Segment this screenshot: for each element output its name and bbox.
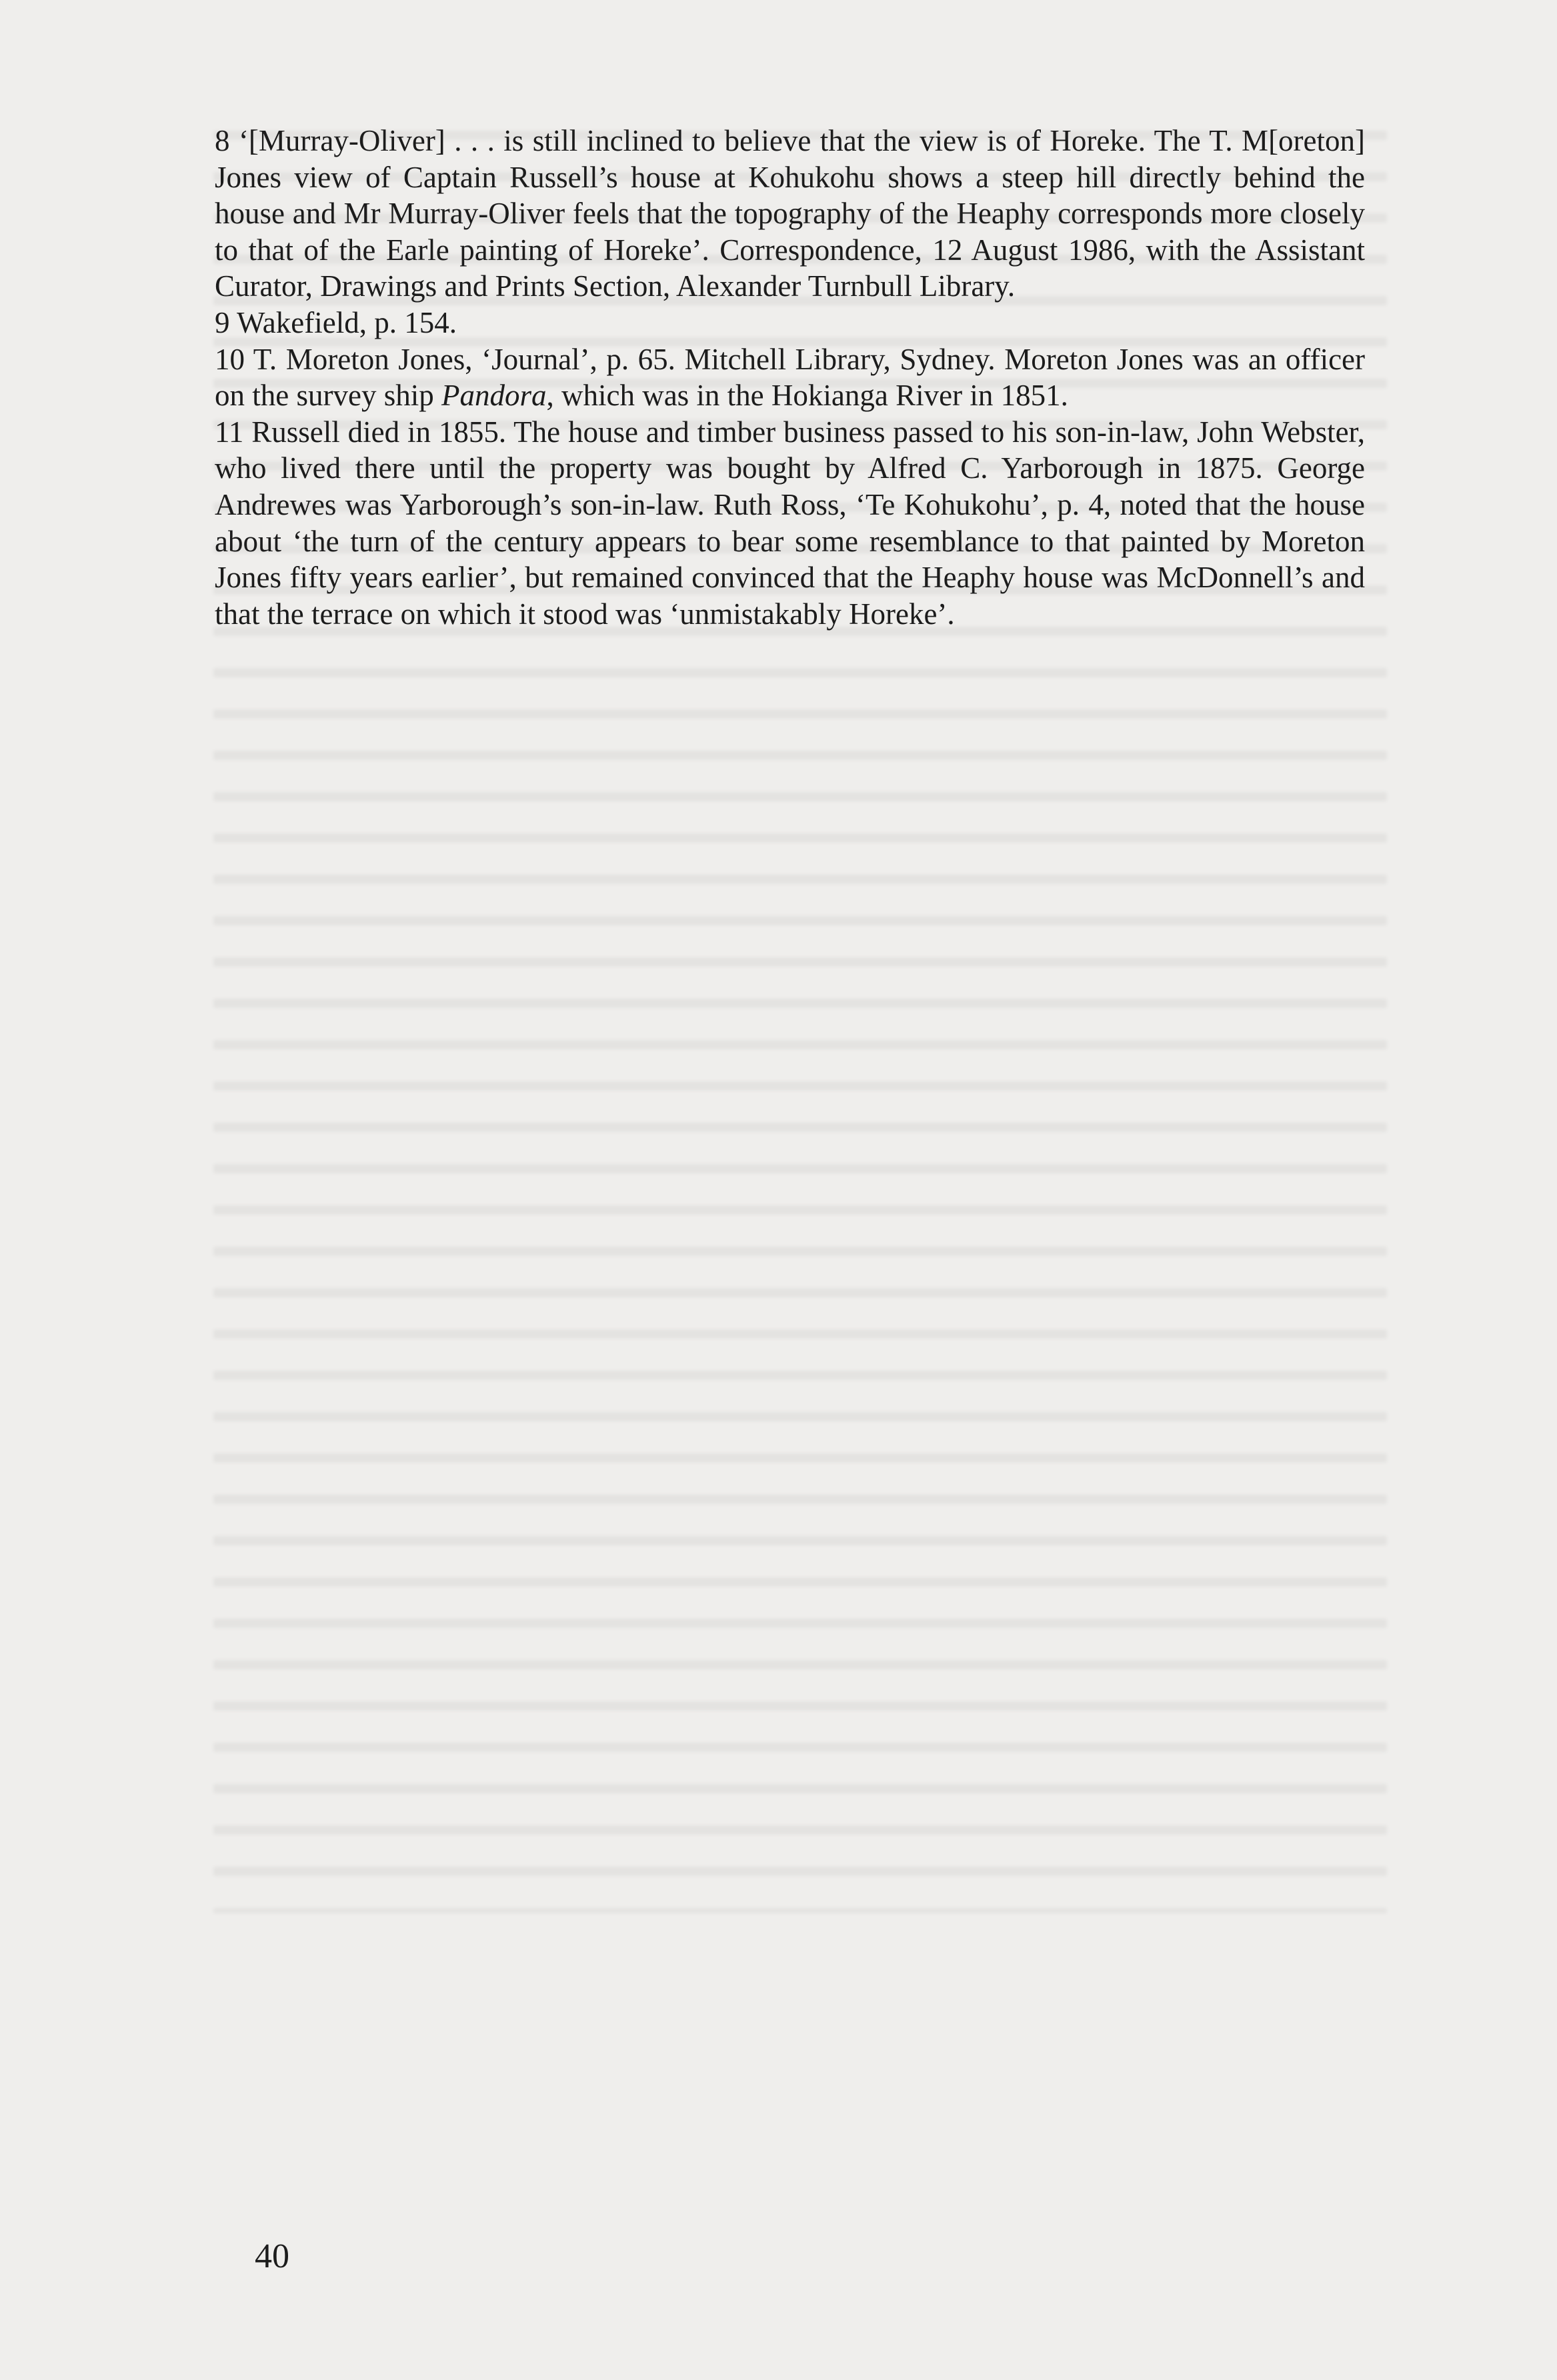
ship-name-italic: Pandora [441, 379, 547, 413]
endnote-8 [215, 123, 1365, 305]
endnote-text-part: Wakefield, p. 154. [236, 305, 457, 339]
endnote-number: 11 [215, 415, 244, 449]
endnote-text-part: , which was in the Hokianga River in 1851. [546, 379, 1068, 413]
endnote-number: 10 [215, 342, 245, 376]
endnote-number: 8 [215, 124, 230, 157]
endnote-text [215, 124, 1365, 303]
endnote-9 [215, 305, 1365, 341]
endnote-text [215, 343, 1365, 413]
endnote-text [215, 415, 1365, 631]
endnote-text [237, 306, 457, 339]
endnotes-list [215, 123, 1365, 632]
endnote-text-part: Russell died in 1855. The house and timber business passed to his son-in-law, John Webster, who lived there until the property was bought by Alfred C. Yarborough in 1875. George Andrewes was Yarborough’s son-in-law. Ruth Ross, ‘Te Kohukohu’, p. 4, noted that the house about ‘the turn of the century appears to bear some resemblance to that painted by Moreton Jones fifty years earlier’, but remained convinced that the Heaphy house was McDonnell’s and that the terrace on which it stood was ‘unmistakably Horeke’. [215, 415, 1365, 631]
endnote-11 [215, 414, 1365, 633]
endnote-10 [215, 341, 1365, 414]
endnote-text-part: T. Moreton Jones, ‘Journal’, p. 65. Mitchell Library, Sydney. Moreton Jones was an officer on the survey ship [215, 342, 1366, 413]
endnote-number: 9 [215, 305, 230, 339]
endnote-text-part: ‘[Murray-Oliver] . . . is still inclined to believe that the view is of Horeke. The T. M[oreton] Jones view of Captain Russell’s house at Kohukohu shows a steep hill directly behind the house and Mr Murray-Oliver feels that the topography of the Heaphy corresponds more closely to that of the Earle painting of Horeke’. Correspondence, 12 August 1986, with the Assistant Curator, Drawings and Prints Section, Alexander Turnbull Library. [215, 124, 1366, 303]
page-number: 40 [255, 2237, 289, 2275]
